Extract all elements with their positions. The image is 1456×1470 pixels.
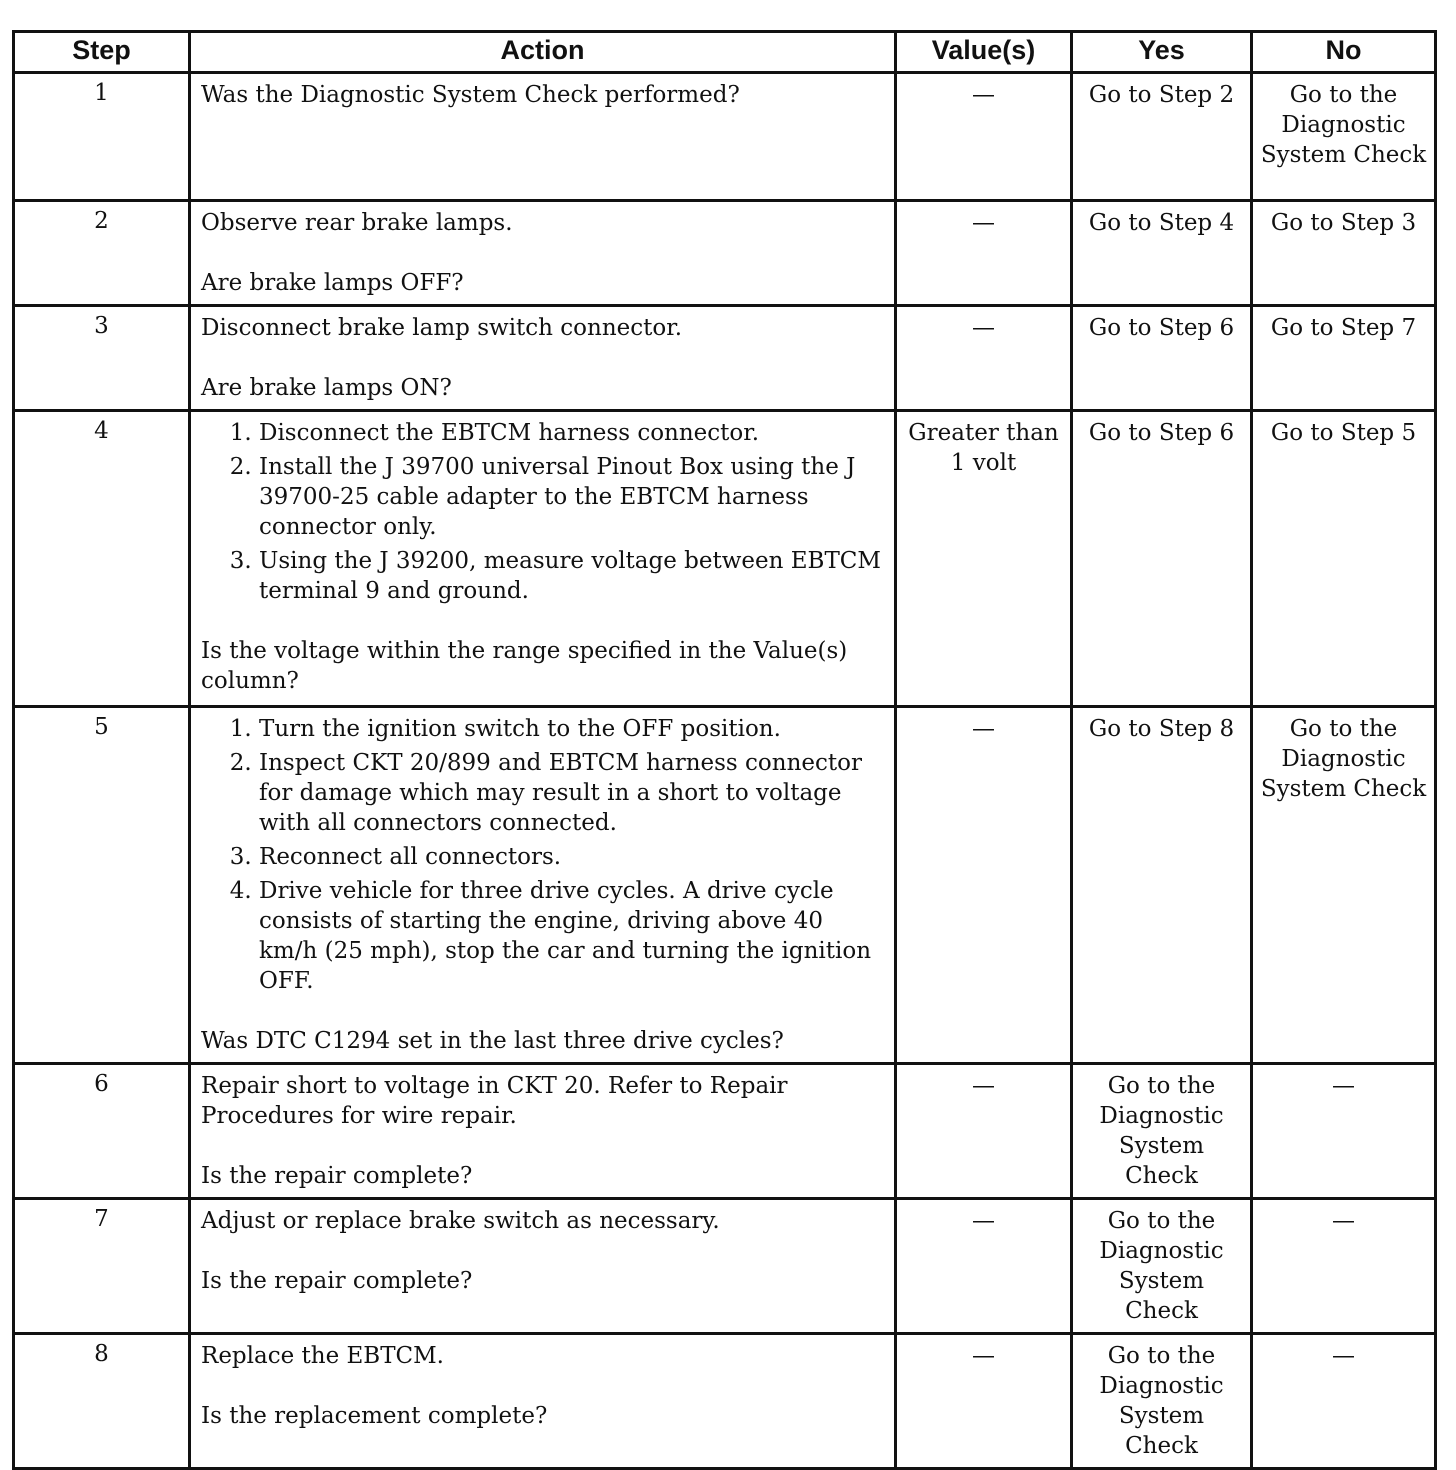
action-cell xyxy=(190,411,896,707)
value-cell-text: — xyxy=(972,82,995,108)
yes-cell-text: Go to Step 6 xyxy=(1088,315,1235,341)
action-question: Was DTC C1294 set in the last three drive cycles? xyxy=(201,1028,784,1054)
value-cell-text: — xyxy=(972,1073,995,1099)
action-cell xyxy=(190,1199,896,1334)
value-cell-text: — xyxy=(972,1343,995,1369)
value-cell xyxy=(896,1334,1072,1469)
no-cell xyxy=(1252,73,1436,201)
action-cell xyxy=(190,306,896,411)
no-cell-text: Go to Step 7 xyxy=(1270,315,1417,341)
action-cell xyxy=(190,707,896,1064)
yes-cell xyxy=(1072,1334,1252,1469)
table-row xyxy=(14,1064,1436,1199)
yes-cell-text: Go to Step 6 xyxy=(1088,420,1235,446)
action-instruction: Disconnect brake lamp switch connector. xyxy=(201,315,683,341)
yes-cell xyxy=(1072,1199,1252,1334)
action-instruction: Replace the EBTCM. xyxy=(201,1343,444,1369)
header-step: Step xyxy=(14,32,190,73)
yes-cell xyxy=(1072,306,1252,411)
no-cell-text: Go to Step 3 xyxy=(1270,210,1417,236)
procedure-item: 4. Drive vehicle for three drive cycles. A drive cycle consists of starting the engine, driving above 40 km/h (25 mph), stop the car and turning the ignition OFF. xyxy=(259,876,886,996)
yes-cell xyxy=(1072,707,1252,1064)
header-values: Value(s) xyxy=(896,32,1072,73)
yes-cell-text: Go to the Diagnostic System Check xyxy=(1099,1073,1224,1189)
table-row xyxy=(14,73,1436,201)
procedure-list xyxy=(201,418,886,606)
no-cell xyxy=(1252,1064,1436,1199)
value-cell xyxy=(896,1064,1072,1199)
action-cell xyxy=(190,201,896,306)
yes-cell-text: Go to Step 8 xyxy=(1088,716,1235,742)
no-cell xyxy=(1252,306,1436,411)
no-cell-text: — xyxy=(1332,1343,1355,1369)
action-question: Is the replacement complete? xyxy=(201,1403,548,1429)
step-number: 6 xyxy=(14,1064,190,1199)
table-body xyxy=(14,73,1436,1469)
no-cell xyxy=(1252,707,1436,1064)
yes-cell-text: Go to Step 4 xyxy=(1088,210,1235,236)
action-question: Are brake lamps ON? xyxy=(201,375,452,401)
yes-cell xyxy=(1072,73,1252,201)
action-cell xyxy=(190,73,896,201)
procedure-item: 2. Install the J 39700 universal Pinout Box using the J 39700-25 cable adapter to the EBTCM harness connector only. xyxy=(259,452,886,542)
value-cell xyxy=(896,707,1072,1064)
step-number: 3 xyxy=(14,306,190,411)
header-action: Action xyxy=(190,32,896,73)
table-row xyxy=(14,1199,1436,1334)
procedure-item: 2. Inspect CKT 20/899 and EBTCM harness connector for damage which may result in a short to voltage with all connectors connected. xyxy=(259,748,886,838)
value-cell-text: — xyxy=(972,1208,995,1234)
header-yes: Yes xyxy=(1072,32,1252,73)
table-row xyxy=(14,1334,1436,1469)
table-row xyxy=(14,201,1436,306)
value-cell xyxy=(896,201,1072,306)
action-instruction: Adjust or replace brake switch as necessary. xyxy=(201,1208,720,1234)
no-cell-text: Go to Step 5 xyxy=(1270,420,1417,446)
no-cell-text: — xyxy=(1332,1073,1355,1099)
action-question: Are brake lamps OFF? xyxy=(201,270,464,296)
action-cell xyxy=(190,1064,896,1199)
header-row xyxy=(14,32,1436,73)
no-cell xyxy=(1252,201,1436,306)
no-cell-text: Go to the Diagnostic System Check xyxy=(1260,82,1427,168)
step-number: 2 xyxy=(14,201,190,306)
no-cell xyxy=(1252,1199,1436,1334)
procedure-list xyxy=(201,714,886,996)
value-cell-text: — xyxy=(972,315,995,341)
yes-cell xyxy=(1072,411,1252,707)
procedure-item: 1. Turn the ignition switch to the OFF position. xyxy=(259,714,886,744)
action-instruction: Repair short to voltage in CKT 20. Refer to Repair Procedures for wire repair. xyxy=(201,1073,788,1129)
action-instruction: Observe rear brake lamps. xyxy=(201,210,513,236)
no-cell xyxy=(1252,411,1436,707)
table-row xyxy=(14,707,1436,1064)
no-cell xyxy=(1252,1334,1436,1469)
yes-cell-text: Go to the Diagnostic System Check xyxy=(1099,1343,1224,1459)
header-no: No xyxy=(1252,32,1436,73)
action-question: Is the repair complete? xyxy=(201,1268,473,1294)
yes-cell-text: Go to the Diagnostic System Check xyxy=(1099,1208,1224,1324)
table-row xyxy=(14,411,1436,707)
step-number: 4 xyxy=(14,411,190,707)
value-cell xyxy=(896,306,1072,411)
value-cell xyxy=(896,411,1072,707)
no-cell-text: — xyxy=(1332,1208,1355,1234)
table-row xyxy=(14,306,1436,411)
value-cell xyxy=(896,1199,1072,1334)
value-cell xyxy=(896,73,1072,201)
procedure-item: 3. Using the J 39200, measure voltage between EBTCM terminal 9 and ground. xyxy=(259,546,886,606)
yes-cell xyxy=(1072,1064,1252,1199)
yes-cell-text: Go to Step 2 xyxy=(1088,82,1235,108)
action-instruction: Was the Diagnostic System Check performed? xyxy=(201,82,740,108)
action-question: Is the voltage within the range specified in the Value(s) column? xyxy=(201,638,848,694)
step-number: 1 xyxy=(14,73,190,201)
step-number: 7 xyxy=(14,1199,190,1334)
step-number: 8 xyxy=(14,1334,190,1469)
value-cell-text: — xyxy=(972,716,995,742)
action-question: Is the repair complete? xyxy=(201,1163,473,1189)
step-number: 5 xyxy=(14,707,190,1064)
yes-cell xyxy=(1072,201,1252,306)
value-cell-text: Greater than 1 volt xyxy=(908,420,1059,476)
diagnostic-table xyxy=(12,30,1437,1470)
no-cell-text: Go to the Diagnostic System Check xyxy=(1260,716,1427,802)
action-cell xyxy=(190,1334,896,1469)
procedure-item: 3. Reconnect all connectors. xyxy=(259,842,886,872)
procedure-item: 1. Disconnect the EBTCM harness connector. xyxy=(259,418,886,448)
value-cell-text: — xyxy=(972,210,995,236)
